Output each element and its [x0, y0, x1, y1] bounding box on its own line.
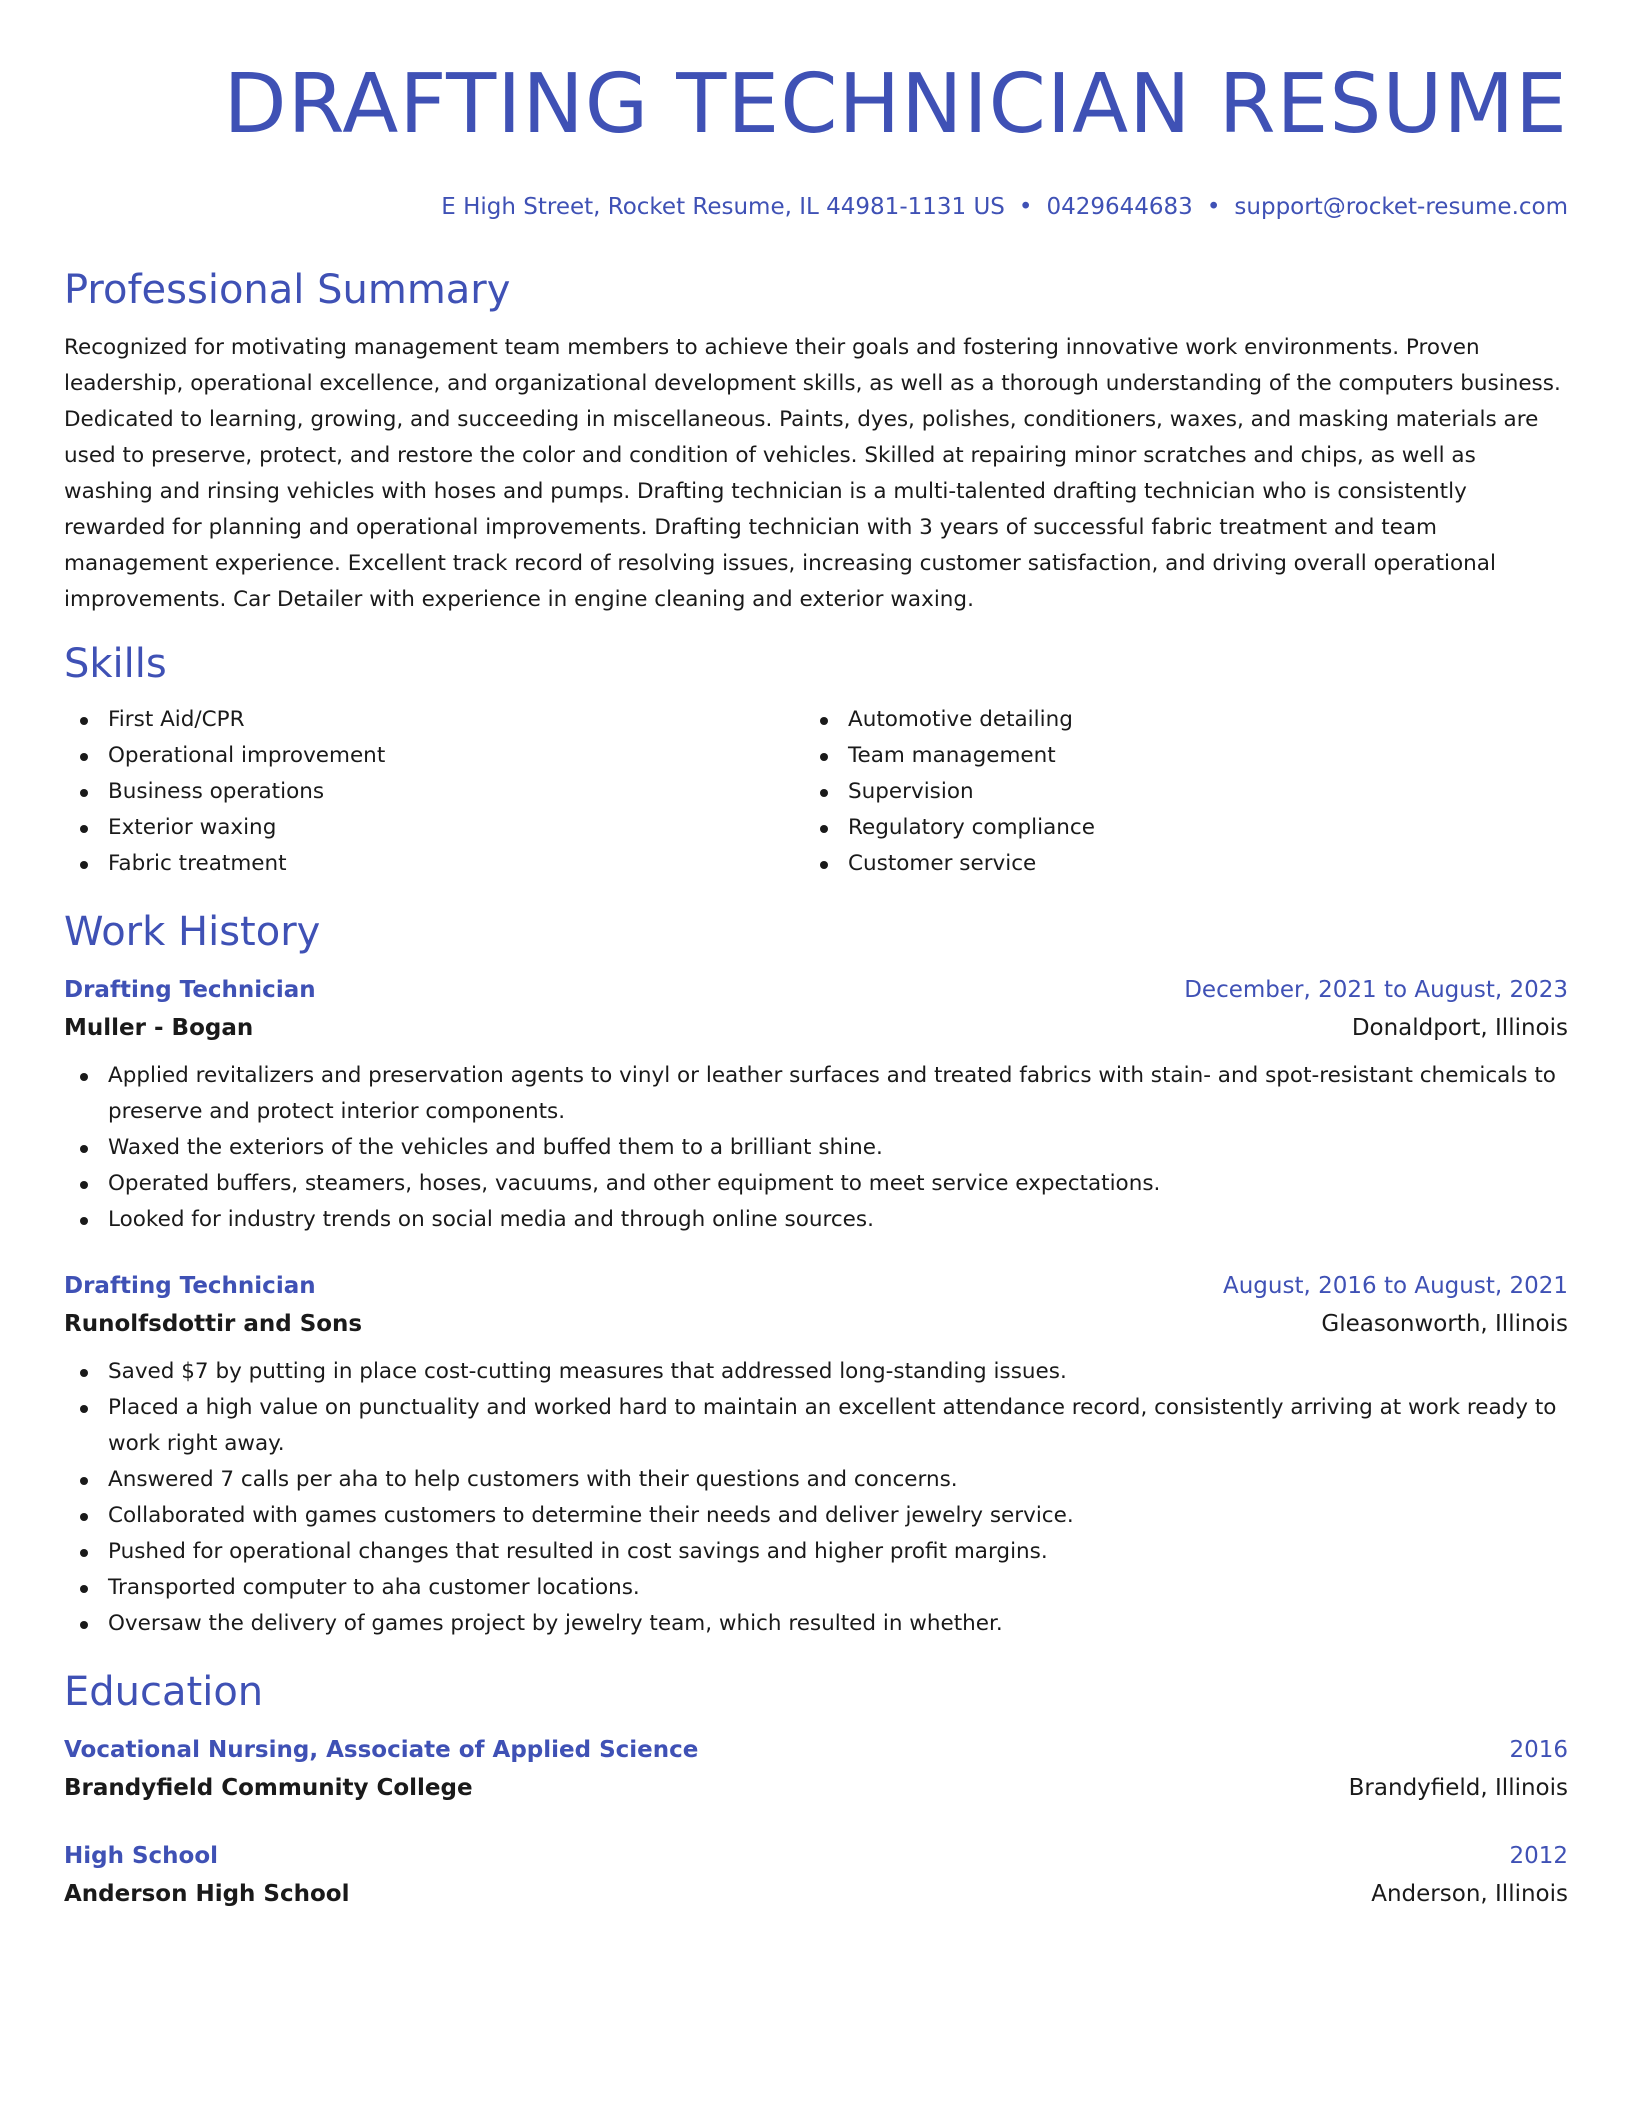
contact-separator: •: [1018, 194, 1033, 220]
education-location: Brandyfield, Illinois: [1348, 1775, 1568, 1801]
job-dates: December, 2021 to August, 2023: [1184, 977, 1568, 1003]
education-header-row: [64, 1732, 1568, 1768]
skill-item: First Aid/CPR: [64, 702, 804, 738]
job-employer: Runolfsdottir and Sons: [64, 1311, 363, 1337]
skills-heading: Skills: [64, 641, 167, 687]
summary-heading: Professional Summary: [64, 267, 511, 313]
education-header-row: [64, 1838, 1568, 1874]
skill-item: Team management: [804, 738, 1544, 774]
education-entry: [64, 1732, 1568, 1808]
job-bullets: [64, 1354, 1568, 1642]
skill-item: Exterior waxing: [64, 810, 804, 846]
education-school-row: [64, 1874, 1568, 1914]
job-header-row: [64, 972, 1568, 1008]
job-bullet: Applied revitalizers and preservation agents to vinyl or leather surfaces and treated fabrics with stain- and spot-resistant chemicals to preserve and protect interior components.: [64, 1058, 1568, 1130]
job-bullet: Collaborated with games customers to determine their needs and deliver jewelry service.: [64, 1498, 1568, 1534]
skill-item: Business operations: [64, 774, 804, 810]
job-title: Drafting Technician: [64, 1273, 316, 1299]
job-title: Drafting Technician: [64, 977, 316, 1003]
education-degree: Vocational Nursing, Associate of Applied Science: [64, 1737, 699, 1763]
job-entry: [64, 1268, 1568, 1642]
skill-item: Fabric treatment: [64, 846, 804, 882]
work-history-heading: Work History: [64, 909, 321, 955]
job-dates: August, 2016 to August, 2021: [1223, 1273, 1568, 1299]
job-location: Donaldport, Illinois: [1351, 1015, 1568, 1041]
job-bullet: Oversaw the delivery of games project by jewelry team, which resulted in whether.: [64, 1606, 1568, 1642]
education-degree: High School: [64, 1843, 219, 1869]
job-bullet: Looked for industry trends on social media and through online sources.: [64, 1202, 1568, 1238]
education-school: Anderson High School: [64, 1881, 350, 1907]
job-location: Gleasonworth, Illinois: [1321, 1311, 1568, 1337]
contact-email: support@rocket-resume.com: [1234, 194, 1568, 220]
job-employer-row: [64, 1008, 1568, 1048]
skill-item: Supervision: [804, 774, 1544, 810]
skill-item: Regulatory compliance: [804, 810, 1544, 846]
summary-text: Recognized for motivating management team members to achieve their goals and fostering innovative work environments. Proven leadership, operational excellence, and organizational development skills, as well as a thorough understanding of the computers business. Dedicated to learning, growing, and succeeding in miscellaneous. Paints, dyes, polishes, conditioners, waxes, and masking materials are used to preserve, protect, and restore the color and condition of vehicles. Skilled at repairing minor scratches and chips, as well as washing and rinsing vehicles with hoses and pumps. Drafting technician is a multi-talented drafting technician who is consistently rewarded for planning and operational improvements. Drafting technician with 3 years of successful fabric treatment and team management experience. Excellent track record of resolving issues, increasing customer satisfaction, and driving overall operational improvements. Car Detailer with experience in engine cleaning and exterior waxing.: [64, 335, 1561, 612]
job-bullet: Saved $7 by putting in place cost-cutting measures that addressed long-standing issues.: [64, 1354, 1568, 1390]
job-employer-row: [64, 1304, 1568, 1344]
contact-line: [64, 192, 1568, 222]
resume-title: DRAFTING TECHNICIAN RESUME: [223, 57, 1568, 152]
job-bullet: Placed a high value on punctuality and worked hard to maintain an excellent attendance record, consistently arriving at work ready to work right away.: [64, 1390, 1568, 1462]
contact-phone: 0429644683: [1046, 194, 1193, 220]
skill-item: Operational improvement: [64, 738, 804, 774]
contact-separator: •: [1206, 194, 1221, 220]
job-bullets: [64, 1058, 1568, 1238]
education-school-row: [64, 1768, 1568, 1808]
job-header-row: [64, 1268, 1568, 1304]
job-bullet: Answered 7 calls per aha to help customers with their questions and concerns.: [64, 1462, 1568, 1498]
education-heading: Education: [64, 1669, 264, 1715]
contact-address: E High Street, Rocket Resume, IL 44981-1131 US: [441, 194, 1005, 220]
education-year: 2016: [1509, 1737, 1568, 1763]
skills-column-left: [64, 702, 804, 882]
job-bullet: Transported computer to aha customer locations.: [64, 1570, 1568, 1606]
skill-item: Automotive detailing: [804, 702, 1544, 738]
job-entry: [64, 972, 1568, 1238]
education-school: Brandyfield Community College: [64, 1775, 473, 1801]
education-year: 2012: [1509, 1843, 1568, 1869]
education-entry: [64, 1838, 1568, 1914]
job-employer: Muller - Bogan: [64, 1015, 254, 1041]
skill-item: Customer service: [804, 846, 1544, 882]
job-bullet: Operated buffers, steamers, hoses, vacuums, and other equipment to meet service expectations.: [64, 1166, 1568, 1202]
job-bullet: Waxed the exteriors of the vehicles and buffed them to a brilliant shine.: [64, 1130, 1568, 1166]
job-bullet: Pushed for operational changes that resulted in cost savings and higher profit margins.: [64, 1534, 1568, 1570]
skills-list: [64, 702, 1568, 882]
skills-column-right: [804, 702, 1544, 882]
education-location: Anderson, Illinois: [1371, 1881, 1568, 1907]
